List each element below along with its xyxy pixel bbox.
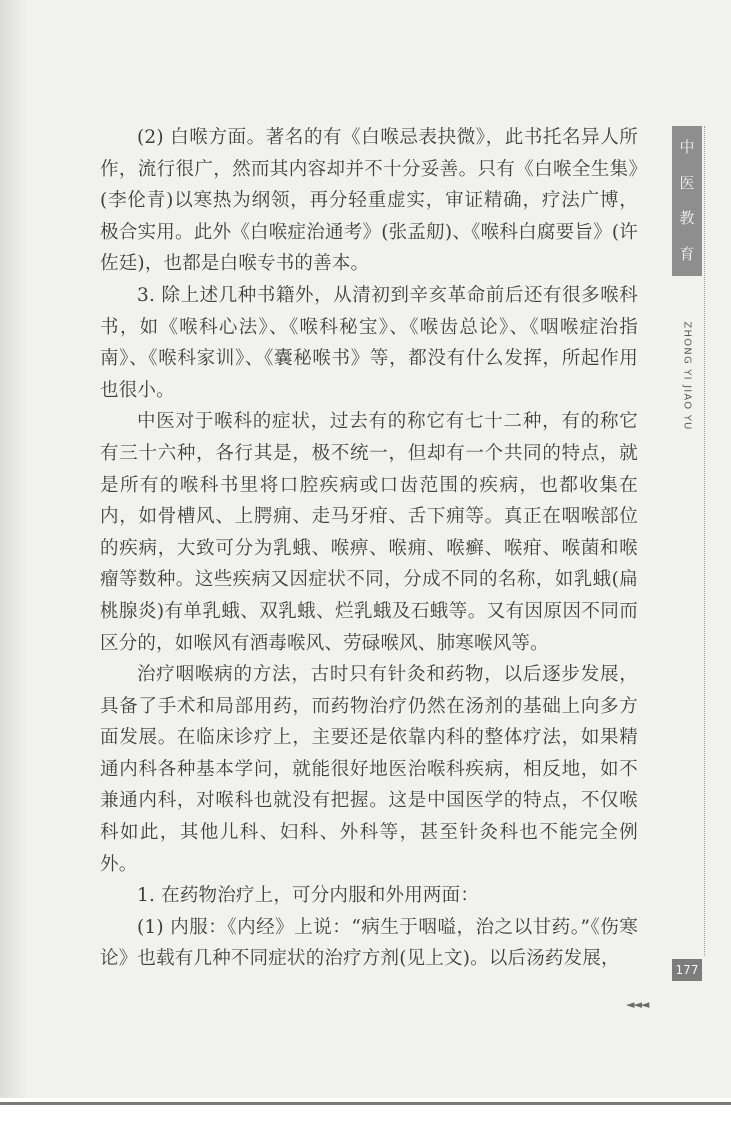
side-pinyin-label: ZHONG YI JIAO YU [681, 321, 693, 431]
body-text [100, 122, 638, 975]
paragraph-baihou: (2) 白喉方面。著名的有《白喉忌表抉微》，此书托名异人所作，流行很广，然而其内容却并不十分妥善。只有《白喉全生集》(李伦青)以寒热为纲领，再分轻重虚实，审证精确，疗法广博，极合实用。此外《白喉症治通考》(张孟舠)、《喉科白腐要旨》(许佐廷)，也都是白喉专书的善本。 [100, 127, 638, 275]
bottom-divider [0, 1102, 731, 1105]
paragraph-treatment: 治疗咽喉病的方法，古时只有针灸和药物，以后逐步发展，具备了手术和局部用药，而药物治疗仍然在汤剂的基础上向多方面发展。在临床诊疗上，主要还是依靠内科的整体疗法，如果精通内科各种基本学问，就能很好地医治喉科疾病，相反地，如不兼通内科，对喉科也就没有把握。这是中国医学的特点，不仅喉科如此，其他儿科、妇科、外科等，甚至针灸科也不能完全例外。 [100, 664, 638, 875]
side-tab-char: 教 [679, 209, 695, 228]
paragraph-symptoms: 中医对于喉科的症状，过去有的称它有七十二种，有的称它有三十六种，各行其是，极不统一，但却有一个共同的特点，就是所有的喉科书里将口腔疾病或口齿范围的疾病，也都收集在内，如骨槽风、上腭痈、走马牙疳、舌下痈等。真正在咽喉部位的疾病，大致可分为乳蛾、喉痹、喉痈、喉癣、喉疳、喉菌和喉瘤等数种。这些疾病又因症状不同，分成不同的名称，如乳蛾(扁桃腺炎)有单乳蛾、双乳蛾、烂乳蛾及石蛾等。又有因原因不同而区分的，如喉风有酒毒喉风、劳碌喉风、肺寒喉风等。 [100, 411, 638, 654]
paragraph-drug-therapy: 1. 在药物治疗上，可分内服和外用两面： [137, 885, 480, 907]
nav-arrows-icon: ◄◄◄ [626, 998, 649, 1011]
page-number: 177 [672, 959, 702, 981]
side-tab-char: 育 [679, 244, 695, 263]
paragraph-internal-use: (1) 内服：《内经》上说：“病生于咽嗌，治之以甘药。”《伤寒论》也载有几种不同症状的治疗方剂(见上文)。以后汤药发展， [100, 916, 638, 970]
paragraph-other-books: 3. 除上述几种书籍外，从清初到辛亥革命前后还有很多喉科书，如《喉科心法》、《喉科秘宝》、《喉齿总论》、《咽喉症治指南》、《喉科家训》、《囊秘喉书》等，都没有什么发挥，所起作用也很小。 [100, 284, 638, 401]
side-section-tab [672, 126, 702, 276]
side-tab-char: 中 [679, 138, 695, 157]
side-dotted-rule [704, 126, 705, 956]
side-tab-char: 医 [679, 173, 695, 192]
